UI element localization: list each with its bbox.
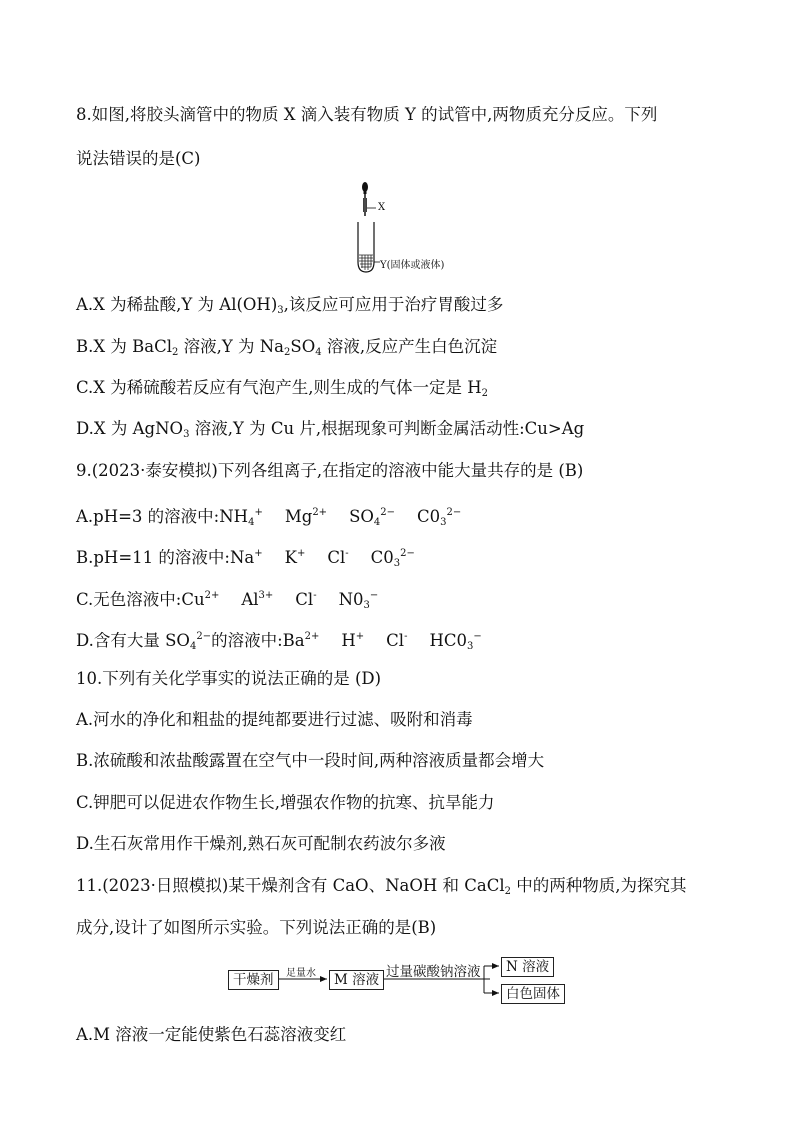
q8-stem-line1: 8.如图,将胶头滴管中的物质 X 滴入装有物质 Y 的试管中,两物质充分反应。下列 xyxy=(76,105,658,124)
flow-diagram xyxy=(228,956,568,1006)
label-x: X xyxy=(378,202,386,213)
label-y: Y(固体或液体) xyxy=(380,260,445,271)
dropper-bulb xyxy=(362,182,368,192)
q11-option-a: A.M 溶液一定能使紫色石蕊溶液变红 xyxy=(76,1025,347,1044)
q10-option-c: C.钾肥可以促进农作物生长,增强农作物的抗寒、抗旱能力 xyxy=(76,793,495,812)
q11-stem-line1: 11.(2023·日照模拟)某干燥剂含有 CaO、NaOH 和 CaCl$_2$ 中的两种物质,为探究其 xyxy=(76,876,687,897)
q8-option-a: A.X 为稀盐酸,Y 为 $Al(OH)_3$,该反应可应用于治疗胃酸过多 xyxy=(76,295,504,316)
label-excess-water: 足量水 xyxy=(286,968,316,979)
label-excess-sodium-carbonate: 过量碳酸钠溶液 xyxy=(386,964,481,980)
q10-stem: 10.下列有关化学事实的说法正确的是 (D) xyxy=(76,669,382,688)
test-tube-dropper-figure xyxy=(338,178,468,278)
q8-stem-line2: 说法错误的是(C) xyxy=(76,149,201,168)
box-desiccant: 干燥剂 xyxy=(228,970,279,990)
q10-option-d: D.生石灰常用作干燥剂,熟石灰可配制农药波尔多液 xyxy=(76,834,446,853)
q11-stem-line2: 成分,设计了如图所示实验。下列说法正确的是(B) xyxy=(76,918,437,937)
q9-stem: 9.(2023·泰安模拟)下列各组离子,在指定的溶液中能大量共存的是 (B) xyxy=(76,461,584,480)
q10-option-b: B.浓硫酸和浓盐酸露置在空气中一段时间,两种溶液质量都会增大 xyxy=(76,751,545,770)
q8-option-d: D.X 为 AgNO$_3$ 溶液,Y 为 Cu 片,根据现象可判断金属活动性:Cu>Ag xyxy=(76,419,585,440)
box-m-solution: M 溶液 xyxy=(329,970,384,990)
q10-option-a: A.河水的净化和粗盐的提纯都要进行过滤、吸附和消毒 xyxy=(76,710,473,729)
q8-option-b: B.X 为 BaCl$_2$ 溶液,Y 为 $Na_2SO_4$ 溶液,反应产生白色沉淀 xyxy=(76,337,498,358)
q9-option-a: A.pH=3 的溶液中$:NH_4^+$ $Mg^{2+}$ $SO_4^{2-}$ $C0_3^{2-}$ xyxy=(76,507,462,528)
q9-option-c: C.无色溶液中$:Cu^{2+}$ $Al^{3+}$ Cl- $N0_3^-$ xyxy=(76,590,379,611)
dropper-neck xyxy=(364,191,367,194)
box-n-solution: N 溶液 xyxy=(501,957,554,977)
q9-option-b: B.pH=11 的溶液中:Na+ K+ Cl- $C0_3^{2-}$ xyxy=(76,548,415,569)
q9-option-d: D.含有大量 $SO_4^{2-}$的溶液中$:Ba^{2+}$ H+ Cl- $HC0_3^-$ xyxy=(76,631,482,652)
box-white-solid: 白色固体 xyxy=(501,984,565,1004)
q8-option-c: C.X 为稀硫酸若反应有气泡产生,则生成的气体一定是 $H_2$ xyxy=(76,378,489,399)
